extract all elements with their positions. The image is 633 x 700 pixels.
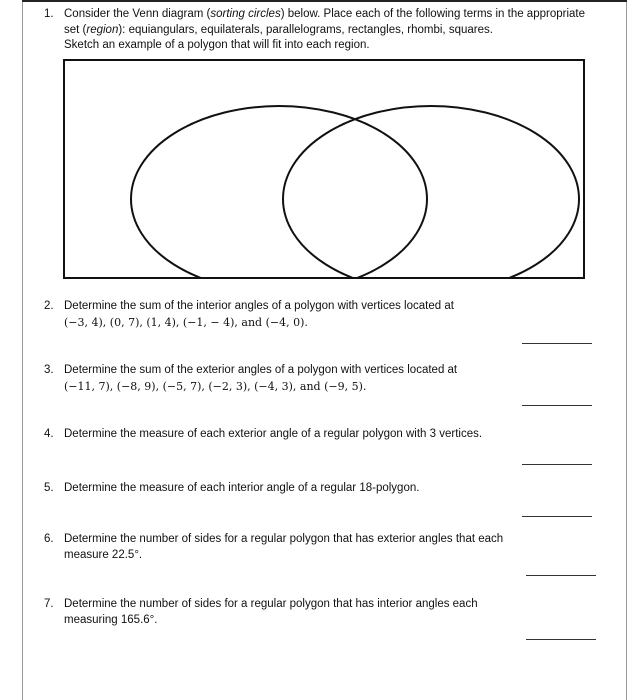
question-6 [44, 532, 584, 563]
question-7 [44, 597, 584, 628]
venn-circle-right [283, 106, 579, 277]
answer-line-7[interactable] [526, 639, 596, 640]
question-number: 5. [44, 482, 54, 494]
question-5-text: Determine the measure of each interior angle of a regular 18-polygon. [64, 482, 420, 494]
question-7-line-2: measuring 165.6°. [64, 613, 158, 626]
venn-diagram [63, 59, 585, 279]
question-4-text: Determine the measure of each exterior angle of a regular polygon with 3 vertices. [64, 428, 483, 440]
question-number: 4. [44, 428, 54, 440]
question-3-coords: (−11, 7), (−8, 9), (−5, 7), (−2, 3), (−4, 3), and (−9, 5). [64, 379, 367, 393]
question-3 [44, 363, 584, 394]
top-rule [22, 0, 627, 2]
answer-line-4[interactable] [522, 464, 592, 465]
question-1-line-1: Consider the Venn diagram (sorting circles) below. Place each of the following terms in the appropriate [64, 8, 585, 20]
answer-line-5[interactable] [522, 516, 592, 517]
venn-circle-left [131, 106, 427, 277]
answer-line-2[interactable] [522, 343, 592, 344]
answer-line-3[interactable] [522, 405, 592, 406]
question-2-coords: (−3, 4), (0, 7), (1, 4), (−1, − 4), and (−4, 0). [64, 315, 308, 329]
venn-svg [65, 61, 583, 277]
question-2 [44, 299, 584, 330]
question-6-line-1: Determine the number of sides for a regular polygon that has exterior angles that each [64, 533, 504, 545]
question-number: 3. [44, 364, 54, 376]
question-4 [44, 427, 584, 443]
answer-line-6[interactable] [526, 575, 596, 576]
question-6-line-2: measure 22.5°. [64, 548, 143, 561]
question-5 [44, 481, 584, 497]
question-number: 1. [44, 8, 54, 20]
question-number: 2. [44, 300, 54, 312]
question-3-text: Determine the sum of the exterior angles of a polygon with vertices located at [64, 364, 458, 376]
question-1-line-2: set (region): equiangulars, equilaterals, parallelograms, rectangles, rhombi, squares. [64, 23, 493, 36]
question-7-line-1: Determine the number of sides for a regular polygon that has interior angles each [64, 598, 478, 610]
question-number: 7. [44, 598, 54, 610]
question-2-text: Determine the sum of the interior angles of a polygon with vertices located at [64, 300, 454, 312]
question-1 [44, 7, 584, 54]
question-number: 6. [44, 533, 54, 545]
question-1-line-3: Sketch an example of a polygon that will fit into each region. [64, 39, 370, 51]
